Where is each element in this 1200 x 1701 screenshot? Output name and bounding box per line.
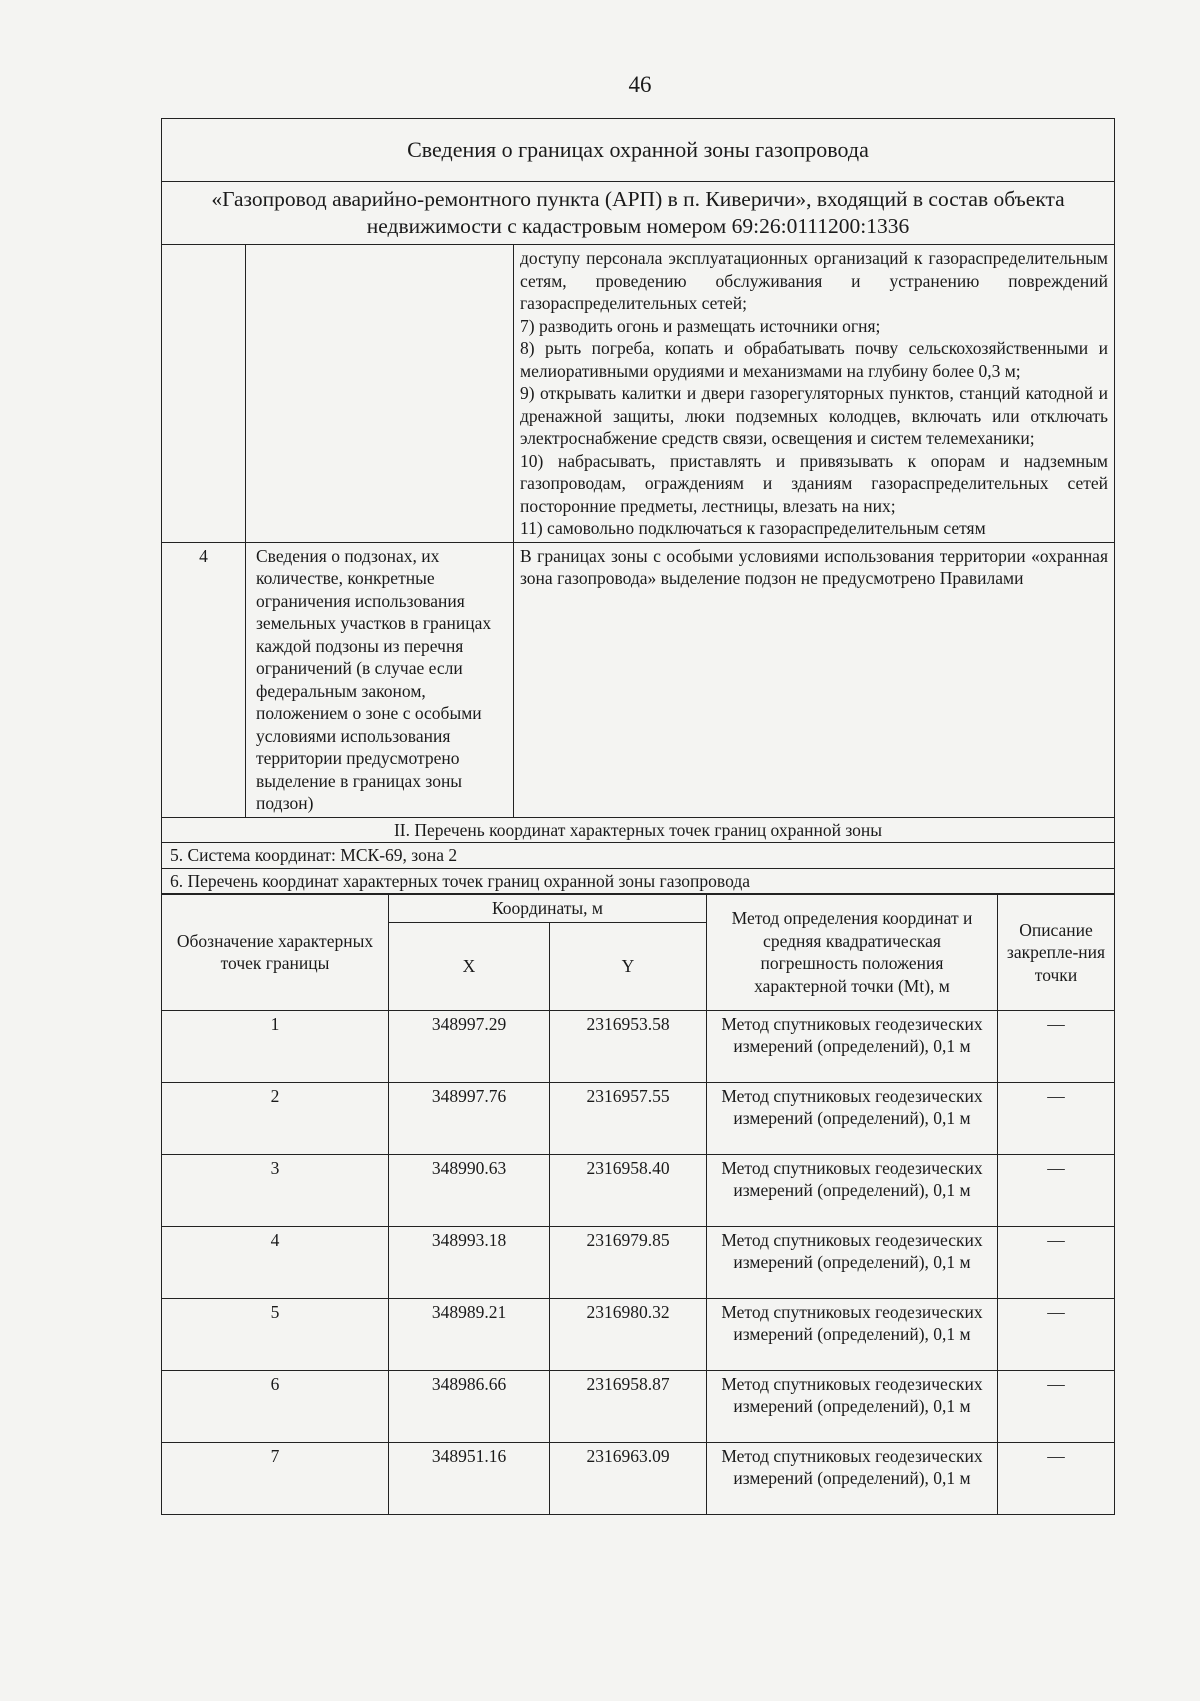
point-x: 348997.76: [389, 1082, 550, 1154]
point-x: 348951.16: [389, 1442, 550, 1514]
table-row: [162, 1154, 1115, 1226]
col-coords-header: Координаты, м: [389, 895, 707, 923]
point-y: 2316957.55: [550, 1082, 707, 1154]
point-number: 3: [162, 1154, 389, 1226]
info-table: [161, 118, 1115, 894]
continuation-text: [514, 245, 1115, 543]
point-x: 348986.66: [389, 1370, 550, 1442]
point-method: Метод спутниковых геодезических измерений (определений), 0,1 м: [707, 1298, 998, 1370]
row-4: [162, 542, 1115, 817]
point-desc: —: [998, 1370, 1115, 1442]
col-method-header: Метод определения координат и средняя квадратическая погрешность положения характерной точки (Mt), м: [707, 895, 998, 1011]
point-desc: —: [998, 1226, 1115, 1298]
continuation-line: доступу персонала эксплуатационных организаций к газораспределительным сетям, проведению обслуживания и устранению повреждений газораспределительных сетей;: [520, 248, 1108, 313]
continuation-row: [162, 245, 1115, 543]
point-number: 4: [162, 1226, 389, 1298]
continuation-line: 7) разводить огонь и размещать источники огня;: [520, 315, 881, 336]
page-number: 46: [628, 72, 652, 97]
continuation-line: 11) самовольно подключаться к газораспределительным сетям: [520, 518, 986, 538]
table-row: [162, 1442, 1115, 1514]
point-y: 2316979.85: [550, 1226, 707, 1298]
col-point-header: Обозначение характерных точек границы: [162, 895, 389, 1011]
point-method: Метод спутниковых геодезических измерений (определений), 0,1 м: [707, 1082, 998, 1154]
point-number: 6: [162, 1370, 389, 1442]
point-number: 1: [162, 1010, 389, 1082]
coordinates-table: [161, 894, 1115, 1515]
point-y: 2316958.87: [550, 1370, 707, 1442]
points-title: 6. Перечень координат характерных точек границ охранной зоны газопровода: [162, 868, 1115, 894]
point-method: Метод спутниковых геодезических измерений (определений), 0,1 м: [707, 1154, 998, 1226]
point-method: Метод спутниковых геодезических измерений (определений), 0,1 м: [707, 1370, 998, 1442]
table-row: [162, 1226, 1115, 1298]
table-row: [162, 1298, 1115, 1370]
table-row: [162, 1010, 1115, 1082]
point-desc: —: [998, 1442, 1115, 1514]
point-x: 348989.21: [389, 1298, 550, 1370]
row-value: В границах зоны с особыми условиями использования территории «охранная зона газопровода» выделение подзон не предусмотрено Правилами: [514, 542, 1115, 817]
point-number: 2: [162, 1082, 389, 1154]
continuation-line: 10) набрасывать, приставлять и привязывать к опорам и надземным газопроводам, ограждениям и зданиям газораспределительных сетей посторонние предметы, лестницы, влезать на них;: [520, 450, 1108, 516]
col-desc-header: Описание закрепле-ния точки: [998, 895, 1115, 1011]
object-name: «Газопровод аварийно-ремонтного пункта (АРП) в п. Киверичи», входящий в состав объекта недвижимости с кадастровым номером 69:26:0111200:1336: [162, 182, 1115, 245]
col-y-header: Y: [550, 922, 707, 1010]
continuation-line: 9) открывать калитки и двери газорегуляторных пунктов, станций катодной и дренажной защиты, люки подземных колодцев, включать или отключать электроснабжение средств связи, освещения и систем телемеханики;: [520, 383, 1108, 448]
col-x-header: X: [389, 922, 550, 1010]
point-y: 2316980.32: [550, 1298, 707, 1370]
point-x: 348993.18: [389, 1226, 550, 1298]
row-number: 4: [162, 542, 246, 817]
point-x: 348990.63: [389, 1154, 550, 1226]
point-number: 7: [162, 1442, 389, 1514]
point-y: 2316953.58: [550, 1010, 707, 1082]
point-y: 2316963.09: [550, 1442, 707, 1514]
coord-system: 5. Система координат: МСК-69, зона 2: [162, 843, 1115, 869]
point-desc: —: [998, 1298, 1115, 1370]
document-frame: [161, 118, 1114, 1515]
point-desc: —: [998, 1154, 1115, 1226]
section-title: II. Перечень координат характерных точек границ охранной зоны: [162, 817, 1115, 843]
doc-title: Сведения о границах охранной зоны газопровода: [162, 119, 1115, 182]
point-method: Метод спутниковых геодезических измерений (определений), 0,1 м: [707, 1442, 998, 1514]
table-row: [162, 1370, 1115, 1442]
point-x: 348997.29: [389, 1010, 550, 1082]
table-row: [162, 1082, 1115, 1154]
point-method: Метод спутниковых геодезических измерений (определений), 0,1 м: [707, 1226, 998, 1298]
point-method: Метод спутниковых геодезических измерений (определений), 0,1 м: [707, 1010, 998, 1082]
point-number: 5: [162, 1298, 389, 1370]
row-label: Сведения о подзонах, их количестве, конкретные ограничения использования земельных участков в границах каждой подзоны из перечня ограничений (в случае если федеральным законом, положением о зоне с особыми условиями использования территории предусмотрено выделение в границах зоны подзон): [246, 542, 514, 817]
continuation-line: 8) рыть погреба, копать и обрабатывать почву сельскохозяйственными и мелиоративными орудиями и механизмами на глубину более 0,3 м;: [520, 338, 1108, 381]
point-desc: —: [998, 1082, 1115, 1154]
point-desc: —: [998, 1010, 1115, 1082]
point-y: 2316958.40: [550, 1154, 707, 1226]
